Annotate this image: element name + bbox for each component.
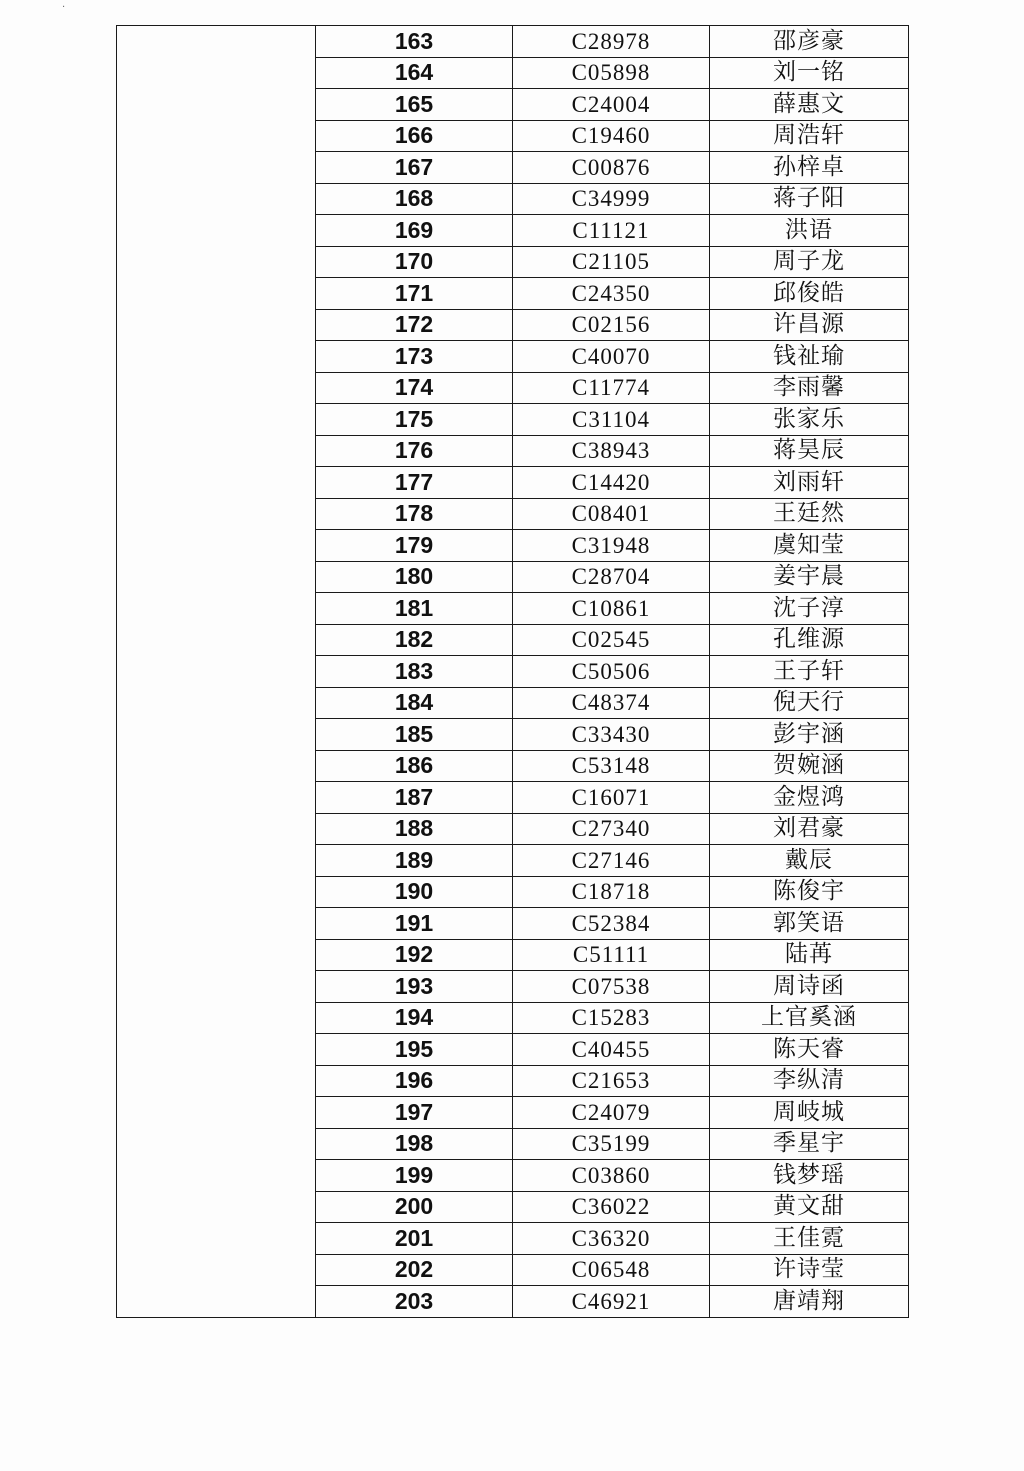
candidate-id-cell: C52384 bbox=[513, 908, 710, 940]
student-name-cell: 陈俊宇 bbox=[710, 876, 909, 908]
student-name-cell: 许昌源 bbox=[710, 309, 909, 341]
student-name-cell: 金煜鸿 bbox=[710, 782, 909, 814]
sequence-number-cell: 195 bbox=[316, 1034, 513, 1066]
student-name-cell: 薛惠文 bbox=[710, 89, 909, 121]
candidate-id-cell: C28978 bbox=[513, 26, 710, 58]
sequence-number-cell: 189 bbox=[316, 845, 513, 877]
student-name-cell: 倪天行 bbox=[710, 687, 909, 719]
student-name-cell: 陈天睿 bbox=[710, 1034, 909, 1066]
sequence-number-cell: 200 bbox=[316, 1191, 513, 1223]
candidate-id-cell: C53148 bbox=[513, 750, 710, 782]
sequence-number-cell: 192 bbox=[316, 939, 513, 971]
sequence-number-cell: 170 bbox=[316, 246, 513, 278]
student-name-cell: 蒋昊辰 bbox=[710, 435, 909, 467]
roster-table-body bbox=[117, 26, 909, 1318]
candidate-id-cell: C51111 bbox=[513, 939, 710, 971]
candidate-id-cell: C06548 bbox=[513, 1254, 710, 1286]
sequence-number-cell: 166 bbox=[316, 120, 513, 152]
candidate-id-cell: C07538 bbox=[513, 971, 710, 1003]
student-name-cell: 周浩轩 bbox=[710, 120, 909, 152]
student-name-cell: 王佳霓 bbox=[710, 1223, 909, 1255]
sequence-number-cell: 196 bbox=[316, 1065, 513, 1097]
student-name-cell: 刘雨轩 bbox=[710, 467, 909, 499]
sequence-number-cell: 172 bbox=[316, 309, 513, 341]
student-name-cell: 周子龙 bbox=[710, 246, 909, 278]
sequence-number-cell: 164 bbox=[316, 57, 513, 89]
candidate-id-cell: C28704 bbox=[513, 561, 710, 593]
candidate-id-cell: C34999 bbox=[513, 183, 710, 215]
sequence-number-cell: 198 bbox=[316, 1128, 513, 1160]
sequence-number-cell: 185 bbox=[316, 719, 513, 751]
candidate-id-cell: C46921 bbox=[513, 1286, 710, 1318]
candidate-id-cell: C18718 bbox=[513, 876, 710, 908]
sequence-number-cell: 165 bbox=[316, 89, 513, 121]
candidate-id-cell: C33430 bbox=[513, 719, 710, 751]
candidate-id-cell: C35199 bbox=[513, 1128, 710, 1160]
sequence-number-cell: 197 bbox=[316, 1097, 513, 1129]
sequence-number-cell: 193 bbox=[316, 971, 513, 1003]
candidate-id-cell: C48374 bbox=[513, 687, 710, 719]
candidate-id-cell: C05898 bbox=[513, 57, 710, 89]
candidate-id-cell: C38943 bbox=[513, 435, 710, 467]
sequence-number-cell: 171 bbox=[316, 278, 513, 310]
candidate-id-cell: C14420 bbox=[513, 467, 710, 499]
candidate-id-cell: C50506 bbox=[513, 656, 710, 688]
student-name-cell: 刘一铭 bbox=[710, 57, 909, 89]
candidate-id-cell: C24350 bbox=[513, 278, 710, 310]
candidate-id-cell: C31948 bbox=[513, 530, 710, 562]
candidate-id-cell: C10861 bbox=[513, 593, 710, 625]
candidate-id-cell: C24004 bbox=[513, 89, 710, 121]
candidate-id-cell: C27340 bbox=[513, 813, 710, 845]
student-name-cell: 沈子淳 bbox=[710, 593, 909, 625]
sequence-number-cell: 168 bbox=[316, 183, 513, 215]
candidate-id-cell: C36320 bbox=[513, 1223, 710, 1255]
sequence-number-cell: 181 bbox=[316, 593, 513, 625]
sequence-number-cell: 167 bbox=[316, 152, 513, 184]
candidate-id-cell: C27146 bbox=[513, 845, 710, 877]
sequence-number-cell: 177 bbox=[316, 467, 513, 499]
sequence-number-cell: 187 bbox=[316, 782, 513, 814]
student-name-cell: 陆苒 bbox=[710, 939, 909, 971]
student-name-cell: 季星宇 bbox=[710, 1128, 909, 1160]
candidate-id-cell: C16071 bbox=[513, 782, 710, 814]
candidate-id-cell: C21105 bbox=[513, 246, 710, 278]
student-name-cell: 邱俊皓 bbox=[710, 278, 909, 310]
roster-table bbox=[116, 25, 909, 1318]
sequence-number-cell: 169 bbox=[316, 215, 513, 247]
student-name-cell: 王廷然 bbox=[710, 498, 909, 530]
student-name-cell: 贺婉涵 bbox=[710, 750, 909, 782]
student-name-cell: 彭宇涵 bbox=[710, 719, 909, 751]
sequence-number-cell: 174 bbox=[316, 372, 513, 404]
sequence-number-cell: 201 bbox=[316, 1223, 513, 1255]
candidate-id-cell: C02156 bbox=[513, 309, 710, 341]
merged-blank-cell bbox=[117, 26, 316, 1318]
sequence-number-cell: 199 bbox=[316, 1160, 513, 1192]
candidate-id-cell: C11774 bbox=[513, 372, 710, 404]
student-name-cell: 张家乐 bbox=[710, 404, 909, 436]
student-name-cell: 王子轩 bbox=[710, 656, 909, 688]
sequence-number-cell: 179 bbox=[316, 530, 513, 562]
student-name-cell: 刘君豪 bbox=[710, 813, 909, 845]
candidate-id-cell: C08401 bbox=[513, 498, 710, 530]
student-name-cell: 李雨馨 bbox=[710, 372, 909, 404]
sequence-number-cell: 202 bbox=[316, 1254, 513, 1286]
student-name-cell: 洪语 bbox=[710, 215, 909, 247]
student-name-cell: 郭笑语 bbox=[710, 908, 909, 940]
student-name-cell: 周岐城 bbox=[710, 1097, 909, 1129]
sequence-number-cell: 194 bbox=[316, 1002, 513, 1034]
student-name-cell: 周诗函 bbox=[710, 971, 909, 1003]
student-name-cell: 姜宇晨 bbox=[710, 561, 909, 593]
candidate-id-cell: C00876 bbox=[513, 152, 710, 184]
candidate-id-cell: C40455 bbox=[513, 1034, 710, 1066]
sequence-number-cell: 182 bbox=[316, 624, 513, 656]
sequence-number-cell: 163 bbox=[316, 26, 513, 58]
sequence-number-cell: 175 bbox=[316, 404, 513, 436]
sequence-number-cell: 188 bbox=[316, 813, 513, 845]
student-name-cell: 邵彦豪 bbox=[710, 26, 909, 58]
candidate-id-cell: C03860 bbox=[513, 1160, 710, 1192]
student-name-cell: 戴辰 bbox=[710, 845, 909, 877]
student-name-cell: 孙梓卓 bbox=[710, 152, 909, 184]
candidate-id-cell: C36022 bbox=[513, 1191, 710, 1223]
student-name-cell: 黄文甜 bbox=[710, 1191, 909, 1223]
scan-speck: · bbox=[62, 2, 66, 13]
sequence-number-cell: 183 bbox=[316, 656, 513, 688]
candidate-id-cell: C19460 bbox=[513, 120, 710, 152]
sequence-number-cell: 203 bbox=[316, 1286, 513, 1318]
student-name-cell: 孔维源 bbox=[710, 624, 909, 656]
candidate-id-cell: C15283 bbox=[513, 1002, 710, 1034]
sequence-number-cell: 178 bbox=[316, 498, 513, 530]
sequence-number-cell: 180 bbox=[316, 561, 513, 593]
candidate-id-cell: C02545 bbox=[513, 624, 710, 656]
candidate-id-cell: C24079 bbox=[513, 1097, 710, 1129]
sequence-number-cell: 173 bbox=[316, 341, 513, 373]
student-name-cell: 唐靖翔 bbox=[710, 1286, 909, 1318]
student-name-cell: 李纵清 bbox=[710, 1065, 909, 1097]
candidate-id-cell: C21653 bbox=[513, 1065, 710, 1097]
student-name-cell: 许诗莹 bbox=[710, 1254, 909, 1286]
student-name-cell: 上官奚涵 bbox=[710, 1002, 909, 1034]
sequence-number-cell: 184 bbox=[316, 687, 513, 719]
table-row bbox=[117, 26, 909, 58]
student-name-cell: 虞知莹 bbox=[710, 530, 909, 562]
student-name-cell: 钱祉瑜 bbox=[710, 341, 909, 373]
sequence-number-cell: 190 bbox=[316, 876, 513, 908]
sequence-number-cell: 176 bbox=[316, 435, 513, 467]
candidate-id-cell: C11121 bbox=[513, 215, 710, 247]
candidate-id-cell: C31104 bbox=[513, 404, 710, 436]
sequence-number-cell: 191 bbox=[316, 908, 513, 940]
sequence-number-cell: 186 bbox=[316, 750, 513, 782]
student-name-cell: 蒋子阳 bbox=[710, 183, 909, 215]
student-name-cell: 钱梦瑶 bbox=[710, 1160, 909, 1192]
candidate-id-cell: C40070 bbox=[513, 341, 710, 373]
